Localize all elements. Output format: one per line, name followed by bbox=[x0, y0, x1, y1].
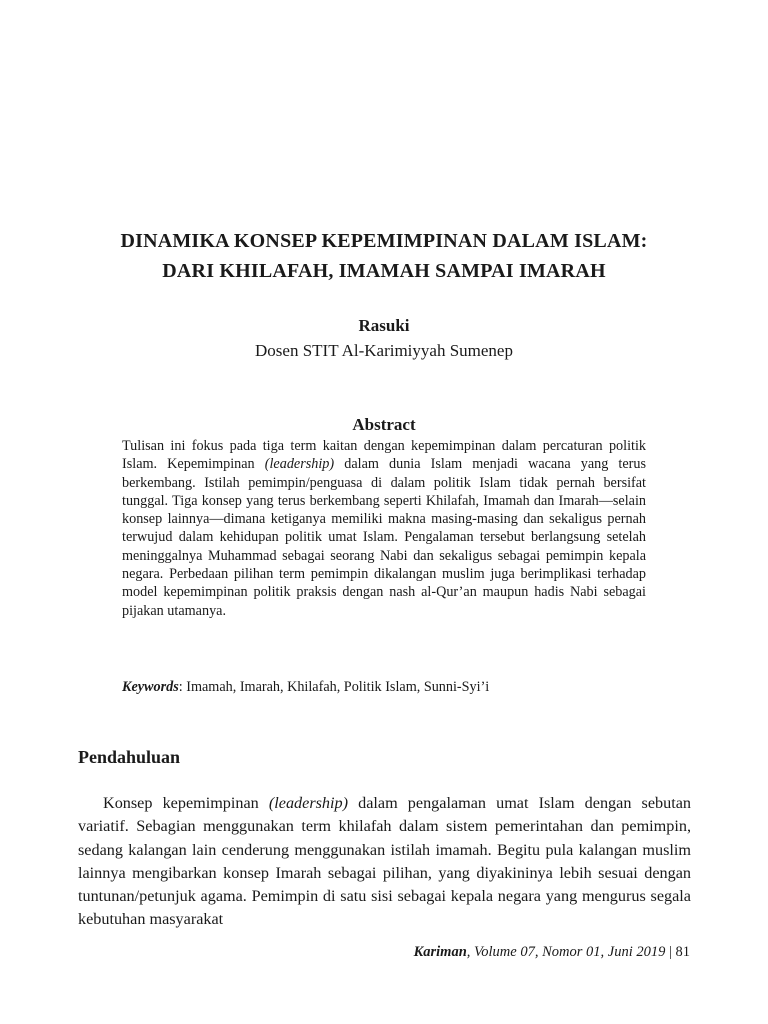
keywords-values: : Imamah, Imarah, Khilafah, Politik Islam, Sunni-Syi’i bbox=[178, 679, 490, 695]
abstract-heading: Abstract bbox=[352, 415, 416, 434]
section-heading: Pendahuluan bbox=[78, 747, 181, 767]
keywords-label: Keywords bbox=[122, 679, 179, 695]
intro-body bbox=[78, 792, 691, 932]
page-number: | 81 bbox=[665, 944, 690, 960]
abstract-paragraph bbox=[122, 437, 646, 620]
paper-title bbox=[60, 226, 708, 286]
intro-italic-term: (leadership) bbox=[268, 794, 349, 812]
author-affiliation: Dosen STIT Al-Karimiyyah Sumenep bbox=[255, 341, 513, 360]
abstract-text-rest: dalam dunia Islam menjadi wacana yang terus berkembang. Istilah pemimpin/penguasa di dalam politik Islam tidak pernah bersifat tunggal. Tiga konsep yang terus berkembang seperti Khilafah, Imamah dan Imarah—selain konsep lainnya—dimana ketiganya memiliki makna masing-masing dan sekaligus pernah terwujud dalam kehidupan politik umat Islam. Pengalaman tersebut berlangsung setelah meninggalnya Muhammad sebagai seorang Nabi dan sekaligus sebagai pemimpin kepala negara. Perbedaan pilihan term pemimpin dikalangan muslim juga berimplikasi terhadap model kepemimpinan politik praksis dengan nash al-Qur’an maupun hadis Nabi sebagai pijakan utamanya. bbox=[122, 456, 646, 619]
abstract-body bbox=[122, 437, 646, 620]
journal-name: Kariman bbox=[413, 944, 467, 960]
intro-paragraph bbox=[78, 792, 691, 932]
title-line-1: DINAMIKA KONSEP KEPEMIMPINAN DALAM ISLAM: bbox=[120, 230, 648, 252]
keywords-line bbox=[122, 678, 652, 696]
abstract-text-start: Tulisan ini fokus pada tiga term kaitan dengan kepemimpinan dalam percaturan politik Islam. Kepemimpinan bbox=[122, 438, 646, 473]
title-line-2: DARI KHILAFAH, IMAMAH SAMPAI IMARAH bbox=[162, 260, 606, 282]
intro-text-rest: dalam pengalaman umat Islam dengan sebutan variatif. Sebagian menggunakan term khilafah dalam sistem pemerintahan dan pemimpin, sedang kalangan lain cenderung menggunakan istilah imamah. Begitu pula kalangan muslim lainnya mengibarkan konsep Imarah sebagai pilihan, yang diyakininya lebih sesuai dengan tuntunan/petunjuk agama. Pemimpin di satu sisi sebagai kepala negara yang mengurus segala kebutuhan masyarakat bbox=[78, 794, 691, 929]
journal-issue: , Volume 07, Nomor 01, Juni 2019 bbox=[466, 944, 666, 960]
author-name: Rasuki bbox=[358, 316, 410, 335]
abstract-italic-term: (leadership) bbox=[264, 456, 335, 473]
page-footer bbox=[414, 942, 690, 962]
intro-text-start: Konsep kepemimpinan bbox=[103, 794, 269, 812]
